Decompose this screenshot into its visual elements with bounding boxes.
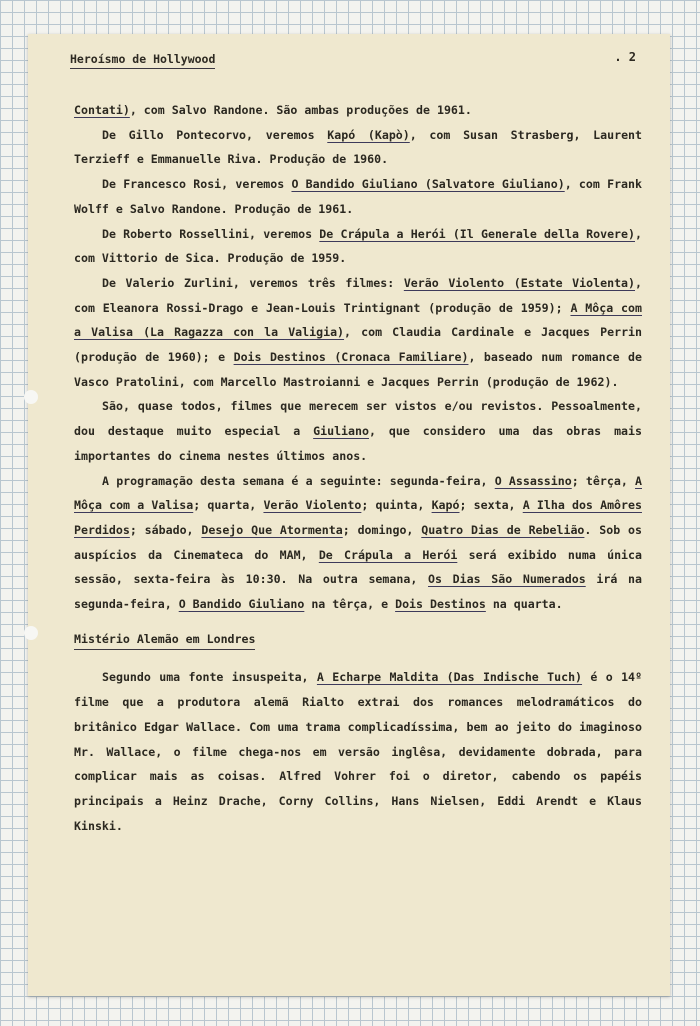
text-run: , com Claudia Cardinale e Jacques Perrin (produção de 1960); e: [74, 325, 643, 365]
section-heading: [74, 627, 255, 652]
text-run: ; quarta,: [193, 498, 264, 513]
text-run: ; têrça,: [571, 473, 636, 488]
underlined-title: Contati): [74, 103, 130, 117]
text-run: . Sob os auspícios da Cinemateca do MAM,: [74, 522, 643, 562]
text-run: De Gillo Pontecorvo, veremos: [102, 127, 328, 142]
paragraph: [74, 394, 642, 468]
underlined-title: Dois Destinos: [395, 597, 486, 612]
underlined-title: Desejo Que Atormenta: [201, 522, 343, 537]
paragraph: [74, 271, 642, 395]
text-run: ; sexta,: [459, 498, 523, 513]
underlined-title: O Bandido Giuliano (Salvatore Giuliano): [291, 177, 565, 192]
underlined-title: Kapó: [431, 498, 460, 513]
text-run: na têrça, e: [304, 597, 396, 612]
text-run: , que considero uma das obras mais importantes do cinema nestes últimos anos.: [74, 424, 642, 463]
underlined-title: Quatro Dias de Rebelião: [421, 522, 585, 537]
text-run: , com Susan Strasberg, Laurent Terzieff e Emmanuelle Riva. Produção de 1960.: [74, 127, 643, 167]
underlined-title: A Môça com a Valisa: [74, 473, 642, 513]
text-run: De Francesco Rosi, veremos: [102, 177, 292, 192]
text-run: , com Vittorio de Sica. Produção de 1959.: [74, 226, 642, 266]
page-header-title: Heroísmo de Hollywood: [70, 52, 215, 69]
text-run: ; sábado,: [129, 522, 202, 537]
text-run: De Roberto Rossellini, veremos: [102, 226, 320, 241]
text-run: é o 14º filme que a produtora alemã Rialto extrai dos romances melodramáticos do britânico Edgar Wallace. Com uma trama complicadíssima, bem ao jeito do imaginoso Mr. Wallace, o filme chega-nos em versão inglêsa, devidamente dobrada, para complicar mais as coisas. Alfred Vohrer foi o diretor, cabendo os papéis principais a Heinz Drache, Corny Collins, Hans Nielsen, Eddi Arendt e Klaus Kinski.: [74, 670, 643, 833]
text-run: De Valerio Zurlini, veremos três filmes:: [102, 275, 404, 290]
underlined-title: Dois Destinos (Cronaca Familiare): [233, 350, 469, 365]
text-run: , com Frank Wolff e Salvo Randone. Produção de 1961.: [74, 177, 642, 216]
text-run: , baseado num romance de Vasco Pratolini, com Marcello Mastroianni e Jacques Perrin (produção de 1962).: [74, 350, 642, 389]
underlined-title: Os Dias São Numerados: [428, 572, 586, 587]
text-run: , com Eleanora Rossi-Drago e Jean-Louis Trintignant (produção de 1959);: [74, 275, 642, 315]
text-run: irá na segunda-feira,: [74, 572, 642, 612]
article-body: [74, 98, 642, 838]
paragraph: [74, 98, 642, 123]
punch-hole: [24, 626, 38, 640]
underlined-title: Verão Violento (Estate Violenta): [403, 275, 636, 290]
underlined-title: O Assassino: [494, 473, 572, 488]
underlined-title: O Bandido Giuliano: [178, 597, 305, 612]
text-run: A programação desta semana é a seguinte: segunda-feira,: [102, 473, 495, 488]
underlined-title: Verão Violento: [263, 498, 362, 513]
page-number: . 2: [614, 50, 636, 64]
typewritten-page: [28, 34, 670, 996]
text-run: Segundo uma fonte insuspeita,: [102, 670, 317, 685]
paragraph: [74, 172, 642, 221]
text-run: na quarta.: [485, 597, 563, 612]
underlined-title: A Echarpe Maldita (Das Indische Tuch): [316, 670, 583, 685]
paragraph: [74, 665, 642, 838]
text-run: ; domingo,: [342, 522, 422, 537]
underlined-title: A Ilha dos Amôres Perdidos: [74, 498, 642, 537]
text-run: São, quase todos, filmes que merecem ser vistos e/ou revistos. Pessoalmente, dou destaque muito especial a: [74, 399, 642, 439]
underlined-title: Kapó (Kapò): [327, 127, 410, 142]
underlined-title: De Crápula a Herói: [318, 547, 458, 562]
text-run: ; quinta,: [361, 498, 432, 513]
paragraph: [74, 222, 642, 271]
underlined-title: Mistério Alemão em Londres: [74, 632, 255, 650]
paragraph: [74, 123, 642, 172]
underlined-title: A Môça com a Valisa (La Ragazza con la Valigia): [74, 300, 642, 340]
punch-hole: [24, 390, 38, 404]
text-run: será exibido numa única sessão, sexta-feira às 10:30. Na outra semana,: [74, 547, 642, 587]
underlined-title: De Crápula a Herói (Il Generale della Rovere): [319, 226, 635, 241]
underlined-title: Giuliano: [313, 424, 369, 439]
text-run: , com Salvo Randone. São ambas produções de 1961.: [129, 103, 472, 117]
paragraph: [74, 469, 642, 617]
